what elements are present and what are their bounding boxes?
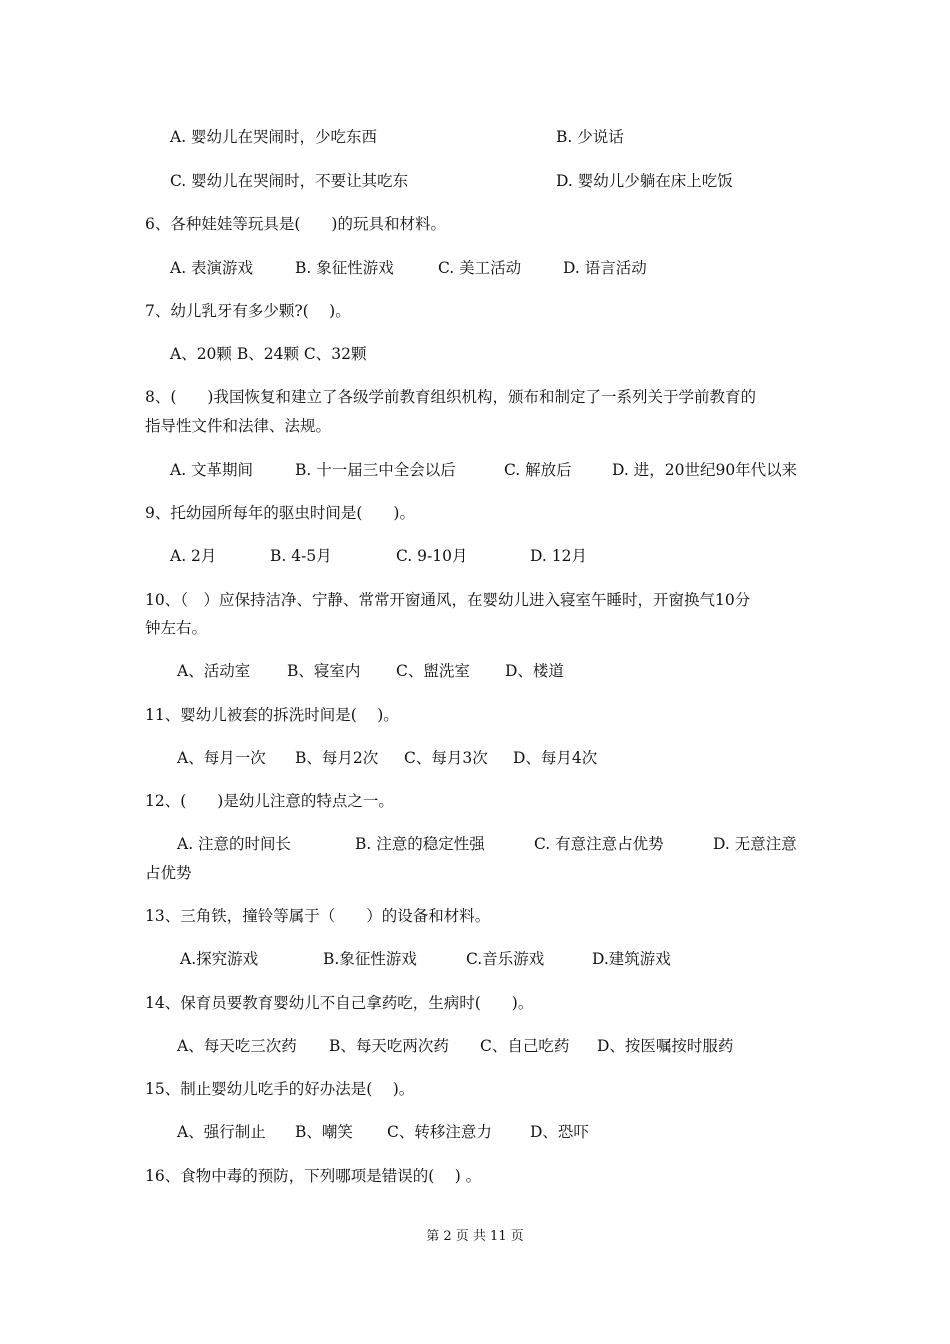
q9-option-b: B. 4-5月 xyxy=(270,547,332,565)
question-15-text: 15、制止婴幼儿吃手的好办法是( )。 xyxy=(145,1080,415,1098)
q10-option-d: D、楼道 xyxy=(505,662,564,680)
question-14-text: 14、保育员要教育婴幼儿不自己拿药吃，生病时( )。 xyxy=(145,994,534,1012)
q6-option-b: B. 象征性游戏 xyxy=(295,259,394,277)
q11-option-b: B、每月2次 xyxy=(295,749,379,767)
q13-option-b: B.象征性游戏 xyxy=(323,950,417,968)
q9-option-c: C. 9-10月 xyxy=(396,547,468,565)
q9-option-d: D. 12月 xyxy=(530,547,587,565)
q10-option-a: A、活动室 xyxy=(177,662,251,680)
q8-option-c: C. 解放后 xyxy=(504,461,572,479)
q12-option-d: D. 无意注意 xyxy=(713,835,797,853)
q14-option-d: D、按医嘱按时服药 xyxy=(597,1037,734,1055)
q10-option-c: C、盥洗室 xyxy=(396,662,470,680)
q5-option-b: B. 少说话 xyxy=(556,128,624,146)
q12-option-c: C. 有意注意占优势 xyxy=(534,835,664,853)
q14-option-b: B、每天吃两次药 xyxy=(329,1037,449,1055)
question-11-text: 11、婴幼儿被套的拆洗时间是( )。 xyxy=(145,706,399,724)
q14-option-a: A、每天吃三次药 xyxy=(177,1037,297,1055)
q8-option-b: B. 十一届三中全会以后 xyxy=(295,461,456,479)
question-12-text: 12、( )是幼儿注意的特点之一。 xyxy=(145,792,394,810)
q11-option-d: D、每月4次 xyxy=(513,749,598,767)
question-13-text: 13、三角铁，撞铃等属于（ ）的设备和材料。 xyxy=(145,907,491,925)
q13-option-c: C.音乐游戏 xyxy=(466,950,545,968)
q15-option-b: B、嘲笑 xyxy=(295,1123,353,1141)
q12-option-b: B. 注意的稳定性强 xyxy=(355,835,485,853)
q8-option-d: D. 进，20世纪90年代以来 xyxy=(612,461,798,479)
q12-option-a: A. 注意的时间长 xyxy=(177,835,292,853)
question-16-text: 16、食物中毒的预防，下列哪项是错误的( ) 。 xyxy=(145,1167,482,1185)
q9-option-a: A. 2月 xyxy=(170,547,217,565)
q6-option-a: A. 表演游戏 xyxy=(170,259,254,277)
q10-option-b: B、寝室内 xyxy=(287,662,361,680)
q5-option-c: C. 婴幼儿在哭闹时，不要让其吃东 xyxy=(170,172,409,190)
q15-option-d: D、恐吓 xyxy=(530,1123,589,1141)
question-7-text: 7、幼儿乳牙有多少颗?( )。 xyxy=(145,302,351,320)
question-8-text-line-1: 8、( )我国恢复和建立了各级学前教育组织机构，颁布和制定了一系列关于学前教育的 xyxy=(145,388,756,406)
q6-option-c: C. 美工活动 xyxy=(438,259,522,277)
question-8-text-line-2: 指导性文件和法律、法规。 xyxy=(145,417,332,435)
q13-option-d: D.建筑游戏 xyxy=(592,950,671,968)
q12-option-d-continuation: 占优势 xyxy=(145,864,192,882)
q6-option-d: D. 语言活动 xyxy=(563,259,647,277)
q14-option-c: C、自己吃药 xyxy=(480,1037,570,1055)
q8-option-a: A. 文革期间 xyxy=(170,461,254,479)
page-number-footer: 第 2 页 共 11 页 xyxy=(426,1229,524,1244)
q13-option-a: A.探究游戏 xyxy=(180,950,259,968)
question-6-text: 6、各种娃娃等玩具是( )的玩具和材料。 xyxy=(145,215,446,233)
question-9-text: 9、托幼园所每年的驱虫时间是( )。 xyxy=(145,504,415,522)
q15-option-c: C、转移注意力 xyxy=(387,1123,492,1141)
question-10-text-line-2: 钟左右。 xyxy=(145,619,208,637)
question-10-text-line-1: 10、（ ）应保持洁净、宁静、常常开窗通风，在婴幼儿进入寝室午睡时，开窗换气10分 xyxy=(145,591,751,609)
q11-option-c: C、每月3次 xyxy=(404,749,488,767)
q5-option-a: A. 婴幼儿在哭闹时，少吃东西 xyxy=(170,128,378,146)
q7-options: A、20颗 B、24颗 C、32颗 xyxy=(170,345,367,363)
q11-option-a: A、每月一次 xyxy=(177,749,266,767)
q5-option-d: D. 婴幼儿少躺在床上吃饭 xyxy=(556,172,733,190)
q15-option-a: A、强行制止 xyxy=(177,1123,266,1141)
